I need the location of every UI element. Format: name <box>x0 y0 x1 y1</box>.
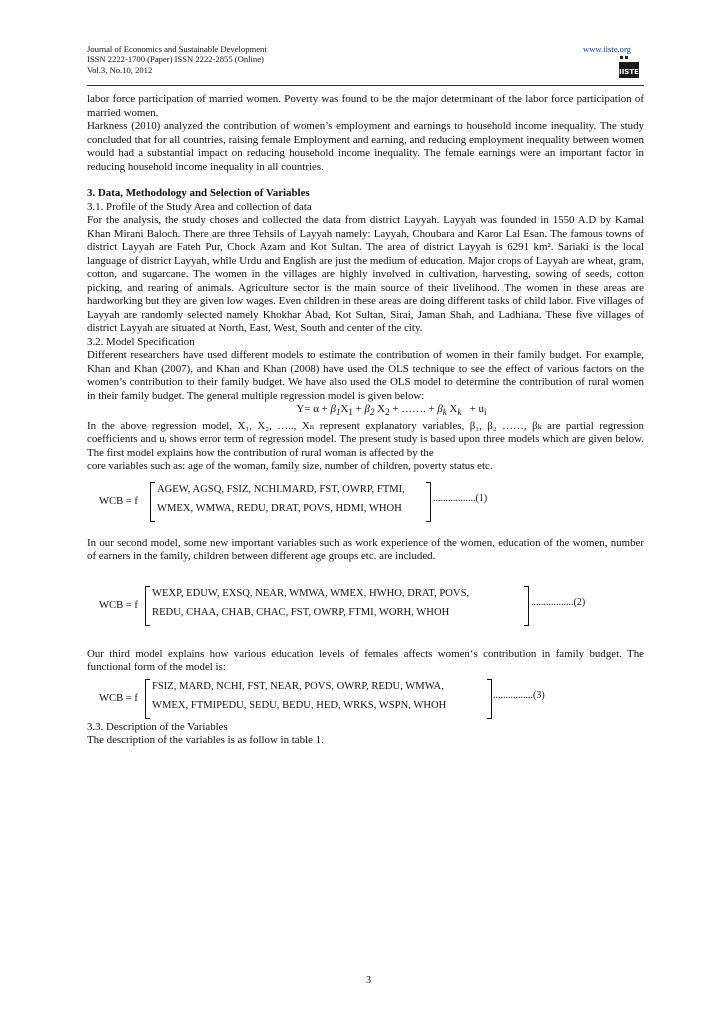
model-1-equation <box>87 482 644 524</box>
paragraph: The description of the variables is as follow in table 1. <box>87 734 324 747</box>
model-3-equation <box>87 679 644 721</box>
section-heading: 3. Data, Methodology and Selection of Variables <box>87 187 310 199</box>
paragraph: core variables such as: age of the woman, family size, number of children, poverty status etc. <box>87 460 493 473</box>
journal-info <box>87 44 267 75</box>
page-number: 3 <box>366 975 371 986</box>
paragraph: For the analysis, the study choses and collected the data from district Layyah. Layyah was founded in 1550 A.D by Kamal Khan Mirani Baloch. There are three Tehsils of Layyah namely: Layyah, Choubara and Karor Lal Esan. The famous towns of district Layyah are Fateh Pur, Chock Azam and Kot Sultan. The area of district Layyah is 6291 km². Sariaki is the local language of district Layyah, while Urdu and English are just the medium of education. Major crops of Layyah are wheat, gram, cotton, and sugarcane. The women in the villages are highly involved in cultivation, harvesting, sowing of seeds, cotton picking, and rearing of animals. Agriculture sector is the main source of their livelihood. The women in these areas are hardworking but they are given low wages. Even children in these areas are doing different tasks of child labor. Five villages of Layyah are randomly selected namely Khokhar Abad, Kot Sultan, Sirai, Jaman Shah, and Ladhiana. These five villages of district Layyah are situated at North, East, West, South and center of the city. <box>87 214 644 334</box>
paragraph: In our second model, some new important variables such as work experience of the women, education of the women, number of earners in the family, children between different age groups etc. are included. <box>87 536 644 563</box>
model-lhs: WCB = f <box>99 599 138 611</box>
journal-volume: Vol.3, No.10, 2012 <box>87 64 153 75</box>
model-1-line-2: WMEX, WMWA, REDU, DRAT, POVS, HDMI, WHOH <box>157 502 402 514</box>
journal-url[interactable]: www.iiste.org <box>583 44 631 54</box>
model-2-equation <box>87 586 644 628</box>
paragraph: Our third model explains how various education levels of females affects women‘s contribution in family budget. The functional form of the model is: <box>87 647 644 674</box>
model-2-line-2: REDU, CHAA, CHAB, CHAC, FST, OWRP, FTMI, WORH, WHOH <box>152 606 450 618</box>
paragraph: labor force participation of married women. Poverty was found to be the major determinant of the labor force participation of married women. <box>87 93 644 119</box>
iiste-logo-icon <box>618 56 640 80</box>
journal-name: Journal of Economics and Sustainable Development <box>87 44 267 54</box>
subsection-heading: 3.1. Profile of the Study Area and collection of data <box>87 200 312 213</box>
right-bracket <box>426 482 431 522</box>
logo-text: IISTE <box>619 68 639 76</box>
right-bracket <box>487 679 492 719</box>
regression-equation: $Y= \alpha + \beta_1X_1 + \beta_2$ $X_2$ + ……. + $\beta_k$ $X_k + u_i$ <box>296 403 487 418</box>
right-bracket <box>524 586 529 626</box>
model-lhs: WCB = f <box>99 495 138 507</box>
article-body <box>87 93 644 748</box>
model-1-number: .................(1) <box>433 492 488 504</box>
left-bracket <box>145 679 150 719</box>
model-2-number: .................(2) <box>531 596 586 608</box>
running-header <box>87 44 644 84</box>
paragraph: Harkness (2010) analyzed the contribution of women’s employment and earnings to household income inequality. The study concluded that for all countries, raising female Employment and earning, and reducing employment inequality between women would had a substantial impact on reducing household income inequality. The female earnings were an important factor in reducing household income inequality in all countries. <box>87 120 644 173</box>
model-3-number: ................(3) <box>493 689 545 701</box>
model-3-line-2: WMEX, FTMIPEDU, SEDU, BEDU, HED, WRKS, WSPN, WHOH <box>152 699 447 711</box>
header-rule <box>87 85 644 86</box>
model-1-line-1: AGEW, AGSQ, FSIZ, NCHI.MARD, FST, OWRP, FTMI, <box>157 483 405 495</box>
paragraph: Different researchers have used different models to estimate the contribution of women in their family budget. For example, Khan and Khan (2007), and Khan and Khan (2008) have used the OLS technique to see the effect of various factors on the women’s contribution to their family budget. We have also used the OLS model to determine the contribution of rural women in their family budget. The general multiple regression model is given below: <box>87 349 644 402</box>
model-2-line-1: WEXP, EDUW, EXSQ, NEAR, WMWA, WMEX, HWHO, DRAT, POVS, <box>152 587 470 599</box>
left-bracket <box>150 482 155 522</box>
model-lhs: WCB = f <box>99 692 138 704</box>
model-3-line-1: FSIZ, MARD, NCHI, FST, NEAR, POVS, OWRP, REDU, WMWA, <box>152 680 444 692</box>
subsection-heading: 3.2. Model Specification <box>87 335 195 348</box>
journal-issn: ISSN 2222-1700 (Paper) ISSN 2222-2855 (Online) <box>87 54 264 65</box>
subsection-heading: 3.3. Description of the Variables <box>87 720 228 733</box>
regression-description: In the above regression model, X₁, X₂, ….., Xₙ represent explanatory variables, β₁, β₂ ……, βₖ are partial regression coefficients and uᵢ shows error term of regression model. The present study is based upon three models which are given below. The first model explains how the contribution of rural woman is affected by the <box>87 419 644 459</box>
left-bracket <box>145 586 150 626</box>
